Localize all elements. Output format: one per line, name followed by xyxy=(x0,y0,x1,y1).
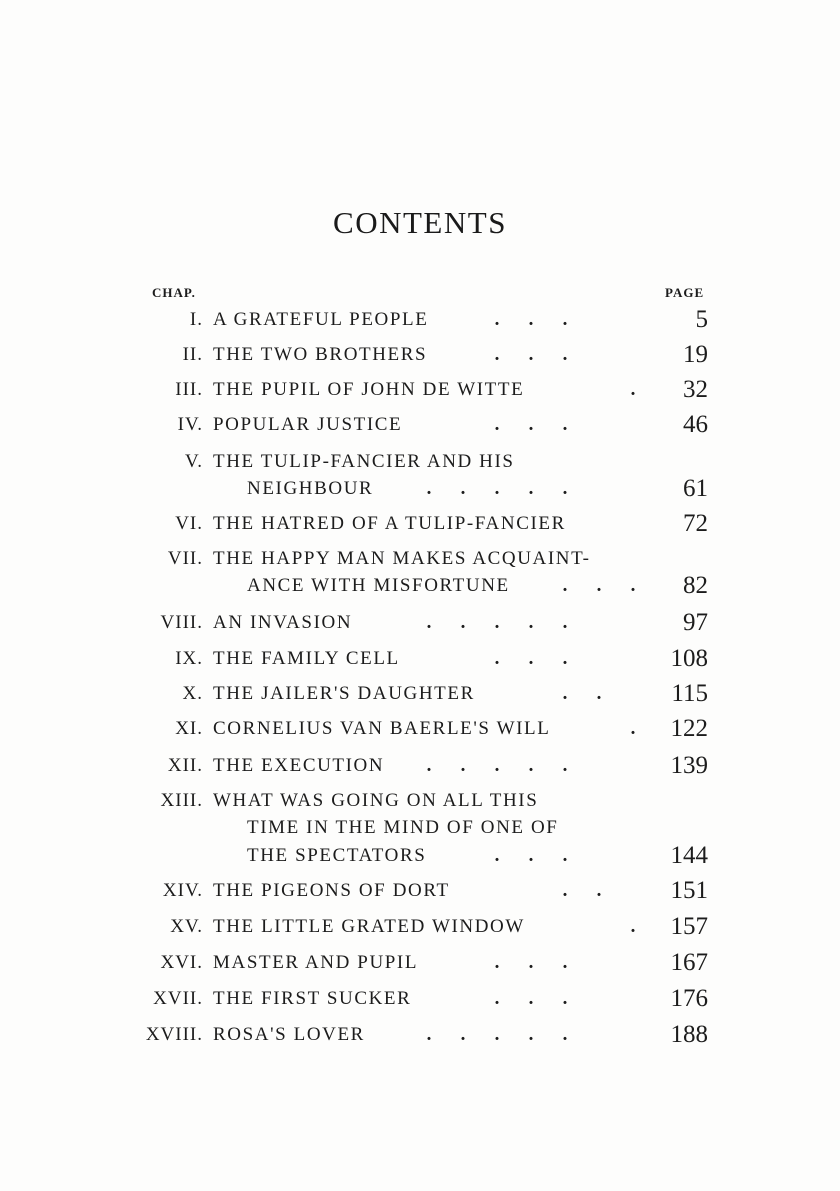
chapter-number: X. xyxy=(182,683,203,704)
chapter-title: THE SPECTATORS xyxy=(247,845,427,866)
page-number: 122 xyxy=(670,715,708,742)
page-number: 167 xyxy=(670,949,708,976)
chapter-title: THE JAILER'S DAUGHTER xyxy=(213,683,475,704)
chapter-title: ANCE WITH MISFORTUNE xyxy=(247,575,510,596)
chapter-number: III. xyxy=(175,379,203,400)
contents-row xyxy=(0,985,840,1022)
leader-dots: . . . . . xyxy=(426,478,568,499)
page-number: 188 xyxy=(670,1021,708,1048)
chapter-number: I. xyxy=(189,309,203,330)
chapter-title: THE PIGEONS OF DORT xyxy=(213,880,450,901)
leader-dots: . . . . . xyxy=(426,1024,568,1045)
page-number: 176 xyxy=(670,985,708,1012)
chapter-title: THE FAMILY CELL xyxy=(213,648,400,669)
contents-row xyxy=(0,913,840,950)
chapter-title: ROSA'S LOVER xyxy=(213,1024,365,1045)
page-number: 108 xyxy=(670,645,708,672)
chapter-title: A GRATEFUL PEOPLE xyxy=(213,309,429,330)
page-number: 82 xyxy=(683,572,708,599)
leader-dots: . . . xyxy=(494,648,568,669)
contents-row xyxy=(0,572,840,609)
leader-dots: . . . xyxy=(494,309,568,330)
leader-dots: . xyxy=(630,379,636,400)
contents-row xyxy=(0,1021,840,1058)
leader-dots: . . . xyxy=(562,575,636,596)
leader-dots: . . . xyxy=(494,414,568,435)
contents-row xyxy=(0,877,840,914)
chapter-number: VI. xyxy=(175,513,203,534)
chapter-title: THE HATRED OF A TULIP-FANCIER xyxy=(213,513,566,534)
chapter-number: XIII. xyxy=(160,790,203,811)
page-number: 115 xyxy=(671,680,708,707)
page-number: 157 xyxy=(670,913,708,940)
contents-row xyxy=(0,715,840,752)
leader-dots: . xyxy=(630,718,636,739)
leader-dots: . . . . . xyxy=(426,755,568,776)
chapter-number: XIV. xyxy=(162,880,203,901)
chapter-number: XVII. xyxy=(153,988,203,1009)
page-number: 19 xyxy=(683,341,708,368)
chapter-number: XII. xyxy=(167,755,203,776)
contents-row xyxy=(0,949,840,986)
contents-row xyxy=(0,752,840,789)
chapter-number: IX. xyxy=(175,648,203,669)
leader-dots: . . . xyxy=(494,344,568,365)
chapter-title: NEIGHBOUR xyxy=(247,478,374,499)
page-number: 32 xyxy=(683,376,708,403)
page-column-header: PAGE xyxy=(665,285,705,300)
chapter-title: TIME IN THE MIND OF ONE OF xyxy=(247,817,559,838)
leader-dots: . . . xyxy=(494,845,568,866)
contents-row xyxy=(0,842,840,879)
contents-row xyxy=(0,609,840,646)
contents-row xyxy=(0,680,840,717)
page-number: 5 xyxy=(695,306,708,333)
chapter-number: VII. xyxy=(167,548,203,569)
page-number: 61 xyxy=(683,475,708,502)
leader-dots: . xyxy=(630,916,636,937)
chapter-number: II. xyxy=(182,344,203,365)
page-number: 97 xyxy=(683,609,708,636)
chapter-title: THE LITTLE GRATED WINDOW xyxy=(213,916,525,937)
chapter-number: XI. xyxy=(175,718,203,739)
contents-row xyxy=(0,645,840,682)
chapter-number: IV. xyxy=(177,414,203,435)
page-number: 144 xyxy=(670,842,708,869)
leader-dots: . . . xyxy=(494,988,568,1009)
chapter-number: XV. xyxy=(170,916,203,937)
contents-row xyxy=(0,341,840,378)
page-number: 46 xyxy=(683,411,708,438)
contents-row xyxy=(0,411,840,448)
chapter-title: AN INVASION xyxy=(213,612,353,633)
page-number: 72 xyxy=(683,510,708,537)
leader-dots: . . . xyxy=(494,952,568,973)
chapter-title: POPULAR JUSTICE xyxy=(213,414,403,435)
contents-row xyxy=(0,510,840,547)
page-title: CONTENTS xyxy=(333,205,507,240)
leader-dots: . . xyxy=(562,683,602,704)
chapter-title: CORNELIUS VAN BAERLE'S WILL xyxy=(213,718,551,739)
chapter-title: THE FIRST SUCKER xyxy=(213,988,412,1009)
chapter-title: THE EXECUTION xyxy=(213,755,385,776)
contents-row xyxy=(0,306,840,343)
page-number: 139 xyxy=(670,752,708,779)
leader-dots: . . xyxy=(562,880,602,901)
chapter-number: XVI. xyxy=(160,952,203,973)
chapter-title: MASTER AND PUPIL xyxy=(213,952,419,973)
chapter-column-header: CHAP. xyxy=(152,285,196,300)
chapter-title: WHAT WAS GOING ON ALL THIS xyxy=(213,790,539,811)
chapter-number: XVIII. xyxy=(145,1024,203,1045)
chapter-number: VIII. xyxy=(160,612,203,633)
chapter-title: THE TULIP-FANCIER AND HIS xyxy=(213,451,515,472)
chapter-title: THE TWO BROTHERS xyxy=(213,344,428,365)
page-number: 151 xyxy=(670,877,708,904)
contents-row xyxy=(0,376,840,413)
contents-row xyxy=(0,475,840,512)
leader-dots: . . . . . xyxy=(426,612,568,633)
chapter-title: THE PUPIL OF JOHN DE WITTE xyxy=(213,379,525,400)
chapter-title: THE HAPPY MAN MAKES ACQUAINT- xyxy=(213,548,591,569)
chapter-number: V. xyxy=(184,451,203,472)
